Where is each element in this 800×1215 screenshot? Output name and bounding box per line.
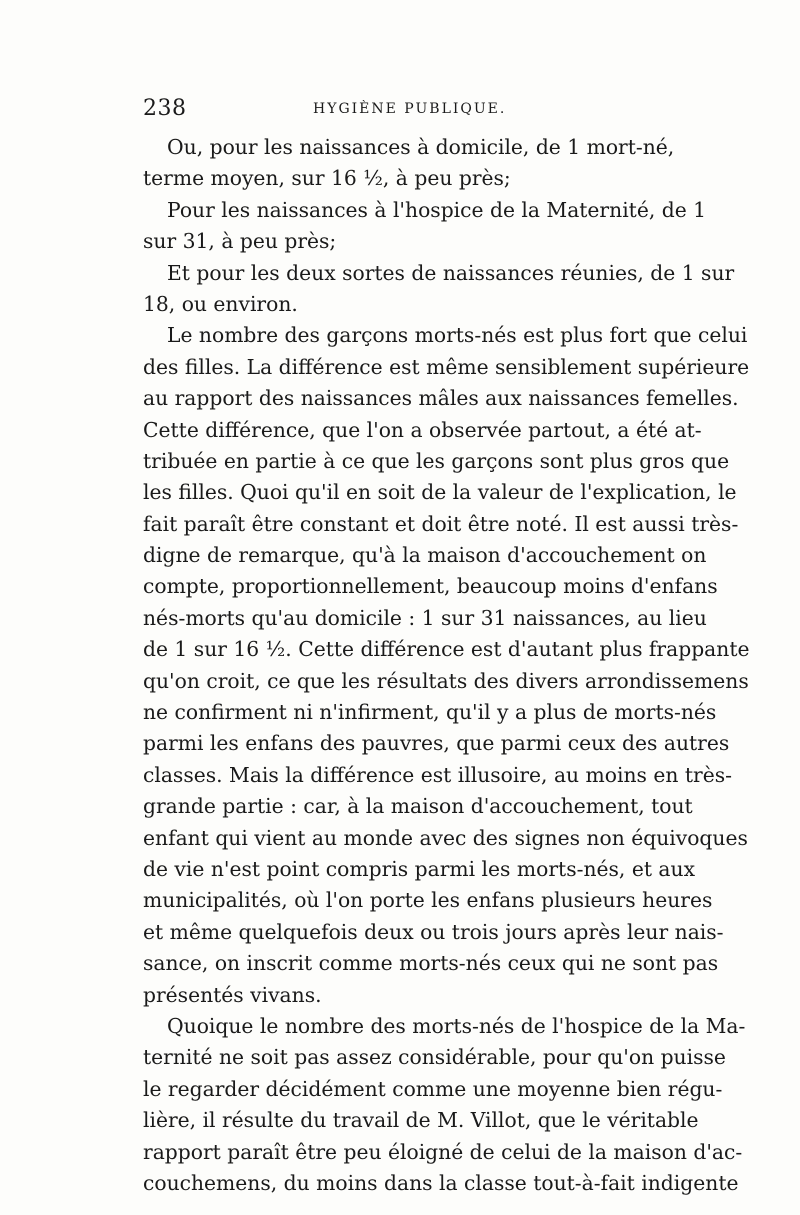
running-title: HYGIÈNE PUBLIQUE.: [313, 101, 507, 117]
text-line: terme moyen, sur 16 ½, à peu près;: [143, 166, 511, 191]
text-line: classes. Mais la différence est illusoire, au moins en très-: [143, 762, 733, 787]
text-line: digne de remarque, qu'à la maison d'accouchement on: [143, 543, 707, 568]
text-line: enfant qui vient au monde avec des signes non équivoques: [143, 825, 748, 850]
text-line: Pour les naissances à l'hospice de la Maternité, de 1: [167, 197, 707, 222]
text-line: de 1 sur 16 ½. Cette différence est d'autant plus frappante: [143, 637, 750, 662]
text-line: municipalités, où l'on porte les enfans plusieurs heures: [143, 888, 713, 913]
page-header: [143, 96, 653, 126]
text-line: ne confirment ni n'infirment, qu'il y a plus de morts-nés: [143, 700, 717, 725]
text-line: et même quelquefois deux ou trois jours après leur nais-: [143, 919, 724, 944]
page-number: 238: [143, 96, 187, 121]
text-line: fait paraît être constant et doit être noté. Il est aussi très-: [143, 511, 739, 536]
text-line: couchemens, du moins dans la classe tout-à-fait indigente: [143, 1170, 739, 1195]
text-line: sur 31, à peu près;: [143, 229, 337, 254]
text-line: ternité ne soit pas assez considérable, pour qu'on puisse: [143, 1045, 726, 1070]
text-line: 18, ou environ.: [143, 291, 298, 316]
text-line: Ou, pour les naissances à domicile, de 1 mort-né,: [167, 135, 675, 159]
text-line: grande partie : car, à la maison d'accouchement, tout: [143, 794, 693, 819]
text-line: parmi les enfans des pauvres, que parmi ceux des autres: [143, 731, 730, 756]
text-line: Le nombre des garçons morts-nés est plus fort que celui: [167, 323, 748, 348]
text-line: sance, on inscrit comme morts-nés ceux qui ne sont pas: [143, 951, 719, 976]
text-line: présentés vivans.: [143, 982, 322, 1007]
text-line: les filles. Quoi qu'il en soit de la valeur de l'explication, le: [143, 480, 737, 505]
text-line: Cette différence, que l'on a observée partout, a été at-: [143, 417, 702, 442]
text-line: nés-morts qu'au domicile : 1 sur 31 naissances, au lieu: [143, 605, 707, 630]
text-line: de vie n'est point compris parmi les morts-nés, et aux: [143, 856, 696, 881]
text-line: qu'on croit, ce que les résultats des divers arrondissemens: [143, 668, 749, 693]
text-line: tribuée en partie à ce que les garçons sont plus gros que: [143, 448, 730, 473]
text-line: au rapport des naissances mâles aux naissances femelles.: [143, 386, 739, 411]
text-line: le regarder décidément comme une moyenne bien régu-: [143, 1076, 723, 1101]
text-line: lière, il résulte du travail de M. Villot, que le véritable: [143, 1108, 699, 1133]
body-text: [143, 132, 750, 1199]
text-line: compte, proportionnellement, beaucoup moins d'enfans: [143, 574, 718, 599]
text-line: Quoique le nombre des morts-nés de l'hospice de la Ma-: [167, 1013, 746, 1038]
text-line: rapport paraît être peu éloigné de celui de la maison d'ac-: [143, 1139, 743, 1164]
text-line: des filles. La différence est même sensiblement supérieure: [143, 354, 750, 379]
text-line: Et pour les deux sortes de naissances réunies, de 1 sur: [167, 260, 735, 285]
